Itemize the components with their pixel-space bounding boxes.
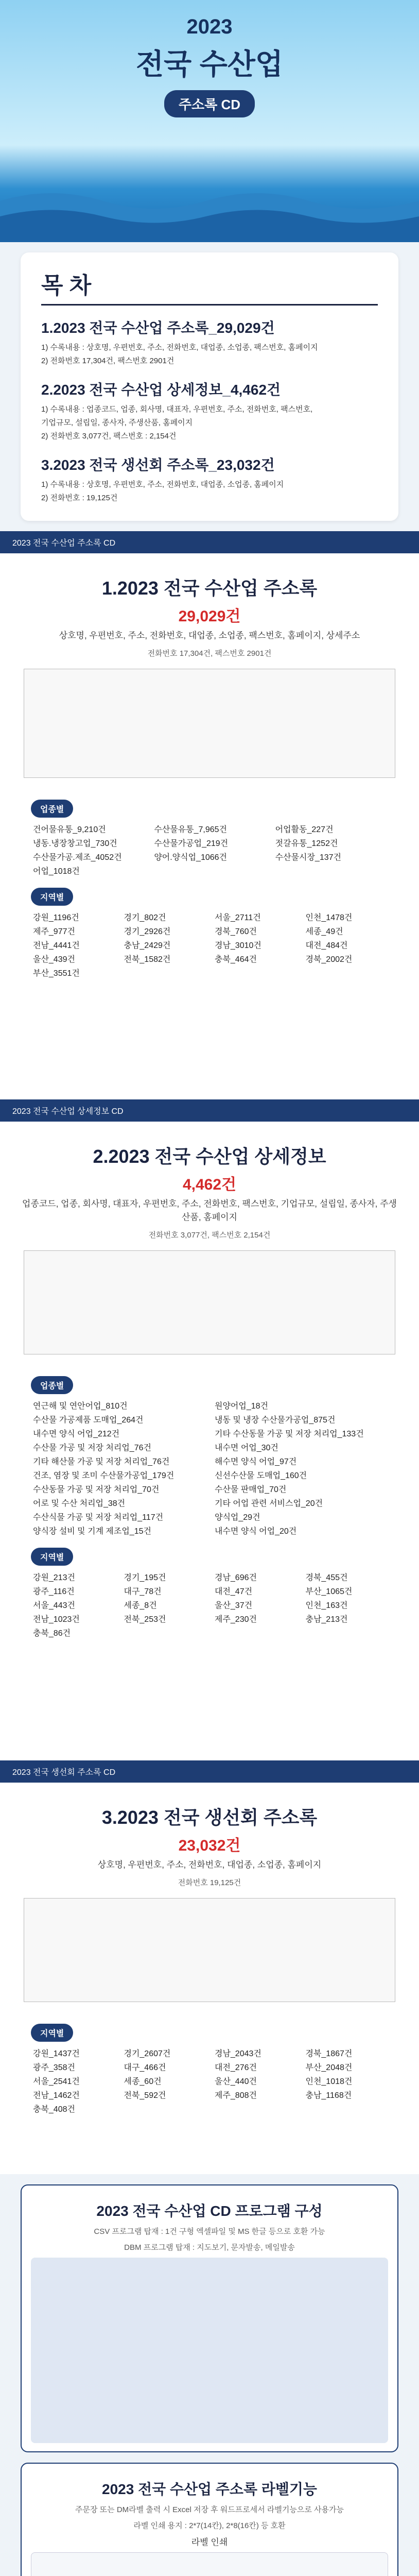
list-item: 충남_2429건: [124, 941, 171, 950]
list-item: 부산_3551건: [33, 969, 80, 978]
program-note-2: DBM 프로그램 탑재 : 지도보기, 문자발송, 메일발송: [124, 2243, 295, 2252]
toc-item-2: [41, 379, 378, 443]
list-item: 울산_37건: [215, 1601, 253, 1610]
toc-item-3: [41, 454, 378, 504]
sample-table-image: [24, 669, 395, 778]
list-item: 경남_3010건: [215, 941, 261, 950]
section-3-desc: 상호명, 우편번호, 주소, 전화번호, 대업종, 소업종, 홈페이지: [97, 1860, 322, 1870]
list-item: 울산_440건: [215, 2077, 257, 2086]
list-item: 수산물유통_7,965건: [154, 825, 228, 834]
list-item: 충남_1168건: [305, 2091, 352, 2100]
list-item: 젓갈유통_1252건: [275, 839, 338, 848]
category-grid: [21, 823, 398, 876]
list-item: 기타 수산동물 가공 및 저장 처리업_133건: [215, 1430, 364, 1438]
list-item: 전북_253건: [124, 1615, 166, 1624]
list-item: 전남_1462건: [33, 2091, 80, 2100]
list-item: 서울_443건: [33, 1601, 75, 1610]
list-item: 울산_439건: [33, 955, 75, 964]
label-desc-2: 라벨 인쇄 용지 : 2*7(14칸), 2*8(16칸) 등 호환: [133, 2521, 286, 2530]
section-1: [0, 553, 419, 1099]
list-item: 대전_276건: [215, 2063, 257, 2072]
list-item: 경북_2002건: [305, 955, 353, 964]
list-item: 인천_1018건: [305, 2077, 353, 2086]
list-item: 건조, 염장 및 조미 수산물가공업_179건: [33, 1471, 174, 1480]
list-item: 수산물시장_137건: [275, 853, 341, 862]
list-item: 충북_464건: [215, 955, 257, 964]
list-item: 세종_49건: [305, 927, 343, 936]
toc-title-2: 2.2023 전국 수산업 상세정보_4,462건: [41, 382, 281, 398]
section-1-bar: 2023 전국 수산업 주소록 CD: [0, 531, 419, 553]
list-item: 대구_466건: [124, 2063, 166, 2072]
category-tag: 업종별: [31, 1376, 73, 1394]
section-2-title: 2.2023 전국 수산업 상세정보: [93, 1146, 326, 1167]
list-item: 양식업_29건: [215, 1513, 260, 1522]
list-item: 강원_213건: [33, 1573, 75, 1582]
toc-line: 기업규모, 설립일, 종사자, 주생산품, 홈페이지: [41, 418, 193, 427]
hero-banner: [0, 0, 419, 242]
list-item: 경기_2926건: [124, 927, 171, 936]
program-screenshot: [31, 2258, 388, 2443]
list-item: 인천_1478건: [305, 913, 353, 922]
list-item: 어업_1018건: [33, 867, 80, 876]
list-item: 수산동물 가공 및 저장 처리업_70건: [33, 1485, 160, 1494]
section-1-note: 전화번호 17,304건, 팩스번호 2901건: [147, 649, 272, 658]
list-item: 수산물가공.제조_4052건: [33, 853, 122, 862]
list-item: 부산_2048건: [305, 2063, 353, 2072]
list-item: 제주_230건: [215, 1615, 257, 1624]
section-3-count: 23,032건: [178, 1837, 241, 1854]
list-item: 세종_8건: [124, 1601, 157, 1610]
list-item: 경남_2043건: [215, 2049, 261, 2058]
list-item: 대전_484건: [305, 941, 348, 950]
list-item: 경북_455건: [305, 1573, 348, 1582]
list-item: 전남_1023건: [33, 1615, 80, 1624]
list-item: 어로 및 수산 처리업_38건: [33, 1499, 126, 1508]
label-sample-image: [31, 2552, 388, 2576]
list-item: 대구_78건: [124, 1587, 162, 1596]
section-1-title: 1.2023 전국 수산업 주소록: [101, 578, 318, 599]
list-item: 경기_195건: [124, 1573, 166, 1582]
region-grid: [21, 1571, 398, 1638]
list-item: 경남_696건: [215, 1573, 257, 1582]
list-item: 대전_47건: [215, 1587, 253, 1596]
list-item: 경기_802건: [124, 913, 166, 922]
section-3-note: 전화번호 19,125건: [178, 1878, 241, 1887]
wave-graphic: [0, 180, 419, 242]
toc-line: 2) 전화번호 17,304건, 팩스번호 2901건: [41, 357, 174, 365]
list-item: 경북_760건: [215, 927, 257, 936]
list-item: 수산물 가공제품 도매업_264건: [33, 1416, 144, 1425]
list-item: 충북_408건: [33, 2105, 75, 2114]
label-title: 2023 전국 수산업 주소록 라벨기능: [102, 2481, 317, 2497]
program-title: 2023 전국 수산업 CD 프로그램 구성: [96, 2203, 323, 2219]
region-grid: [21, 911, 398, 978]
toc-line: 1) 수록내용 : 상호명, 우편번호, 주소, 전화번호, 대업종, 소업종, 팩스번호, 홈페이지: [41, 343, 318, 352]
list-item: 인천_163건: [305, 1601, 348, 1610]
category-tag: 업종별: [31, 800, 73, 818]
list-item: 충남_213건: [305, 1615, 348, 1624]
toc-line: 1) 수록내용 : 업종코드, 업종, 회사명, 대표자, 우편번호, 주소, 전화번호, 팩스번호,: [41, 405, 313, 414]
list-item: 수산물 가공 및 저장 처리업_76건: [33, 1444, 151, 1452]
region-grid: [21, 2047, 398, 2114]
toc-line: 2) 전화번호 : 19,125건: [41, 494, 118, 502]
label-box: [21, 2463, 398, 2576]
toc-title-1: 1.2023 전국 수산업 주소록_29,029건: [41, 320, 275, 336]
list-item: 부산_1065건: [305, 1587, 353, 1596]
list-item: 수산물 판매업_70건: [215, 1485, 287, 1494]
list-item: 광주_358건: [33, 2063, 75, 2072]
list-item: 경기_2607건: [124, 2049, 171, 2058]
list-item: 어업활동_227건: [275, 825, 334, 834]
section-3-title: 3.2023 전국 생선회 주소록: [101, 1807, 318, 1828]
section-2: [0, 1122, 419, 1760]
list-item: 내수면 양식 어업_212건: [33, 1430, 120, 1438]
toc-heading: 목 차: [41, 267, 378, 306]
table-of-contents: [21, 252, 398, 521]
sample-table-image: [24, 1898, 395, 2002]
list-item: 제주_977건: [33, 927, 75, 936]
list-item: 강원_1437건: [33, 2049, 80, 2058]
list-item: 서울_2541건: [33, 2077, 80, 2086]
section-2-desc: 업종코드, 업종, 회사명, 대표자, 우편번호, 주소, 전화번호, 팩스번호, 기업규모, 설립일, 종사자, 주생산품, 홈페이지: [22, 1199, 397, 1222]
program-box: [21, 2184, 398, 2452]
list-item: 양식장 설비 및 기계 제조업_15건: [33, 1527, 151, 1536]
region-tag: 지역별: [31, 1548, 73, 1566]
list-item: 내수면 양식 어업_20건: [215, 1527, 297, 1536]
list-item: 전북_592건: [124, 2091, 166, 2100]
hero-subtitle: 주소록 CD: [164, 90, 255, 117]
list-item: 냉동 및 냉장 수산물가공업_875건: [215, 1416, 336, 1425]
list-item: 세종_60건: [124, 2077, 162, 2086]
region-tag: 지역별: [31, 2024, 73, 2042]
list-item: 수산물가공업_219건: [154, 839, 229, 848]
toc-line: 2) 전화번호 3,077건, 팩스번호 : 2,154건: [41, 432, 177, 440]
section-3-bar: 2023 전국 생선회 주소록 CD: [0, 1760, 419, 1783]
section-1-desc: 상호명, 우편번호, 주소, 전화번호, 대업종, 소업종, 팩스번호, 홈페이지, 상세주소: [59, 631, 360, 640]
list-item: 해수면 양식 어업_97건: [215, 1458, 297, 1466]
list-item: 연근해 및 연안어업_810건: [33, 1402, 128, 1411]
list-item: 냉동.냉장창고업_730건: [33, 839, 117, 848]
hero-year: 2023: [186, 15, 233, 38]
list-item: 건어물유통_9,210건: [33, 825, 106, 834]
list-item: 기타 해산물 가공 및 저장 처리업_76건: [33, 1458, 170, 1466]
toc-line: 1) 수록내용 : 상호명, 우편번호, 주소, 전화번호, 대업종, 소업종, 홈페이지: [41, 480, 284, 489]
list-item: 수산식물 가공 및 저장 처리업_117건: [33, 1513, 164, 1522]
section-2-bar: 2023 전국 수산업 상세정보 CD: [0, 1099, 419, 1122]
toc-item-1: [41, 317, 378, 367]
section-2-count: 4,462건: [182, 1176, 237, 1193]
list-item: 제주_808건: [215, 2091, 257, 2100]
list-item: 내수면 어업_30건: [215, 1444, 278, 1452]
toc-title-3: 3.2023 전국 생선회 주소록_23,032건: [41, 457, 275, 473]
list-item: 서울_2711건: [215, 913, 261, 922]
list-item: 경북_1867건: [305, 2049, 353, 2058]
hero-title: 전국 수산업: [135, 48, 284, 80]
program-note-1: CSV 프로그램 탑재 : 1건 구형 엑셀파일 및 MS 한글 등으로 호환 가능: [94, 2227, 325, 2236]
section-2-note: 전화번호 3,077건, 팩스번호 2,154건: [148, 1231, 271, 1240]
list-item: 강원_1196건: [33, 913, 79, 922]
list-item: 광주_116건: [33, 1587, 75, 1596]
list-item: 기타 어업 관련 서비스업_20건: [215, 1499, 323, 1508]
section-3: [0, 1783, 419, 2174]
section-1-count: 29,029건: [178, 608, 241, 625]
list-item: 전북_1582건: [124, 955, 171, 964]
region-tag: 지역별: [31, 888, 73, 906]
list-item: 전남_4441건: [33, 941, 80, 950]
list-item: 충북_86건: [33, 1629, 71, 1638]
list-item: 양어.양식업_1066건: [154, 853, 228, 862]
sample-table-image: [24, 1250, 395, 1354]
category-grid: [21, 1399, 398, 1536]
list-item: 신선수산물 도매업_160건: [215, 1471, 307, 1480]
list-item: 원양어업_18건: [215, 1402, 268, 1411]
label-desc-1: 주문장 또는 DM라벨 출력 시 Excel 저장 후 워드프로세서 라벨기능으로 사용가능: [75, 2505, 344, 2514]
label-step-1: 라벨 인쇄: [191, 2537, 228, 2547]
